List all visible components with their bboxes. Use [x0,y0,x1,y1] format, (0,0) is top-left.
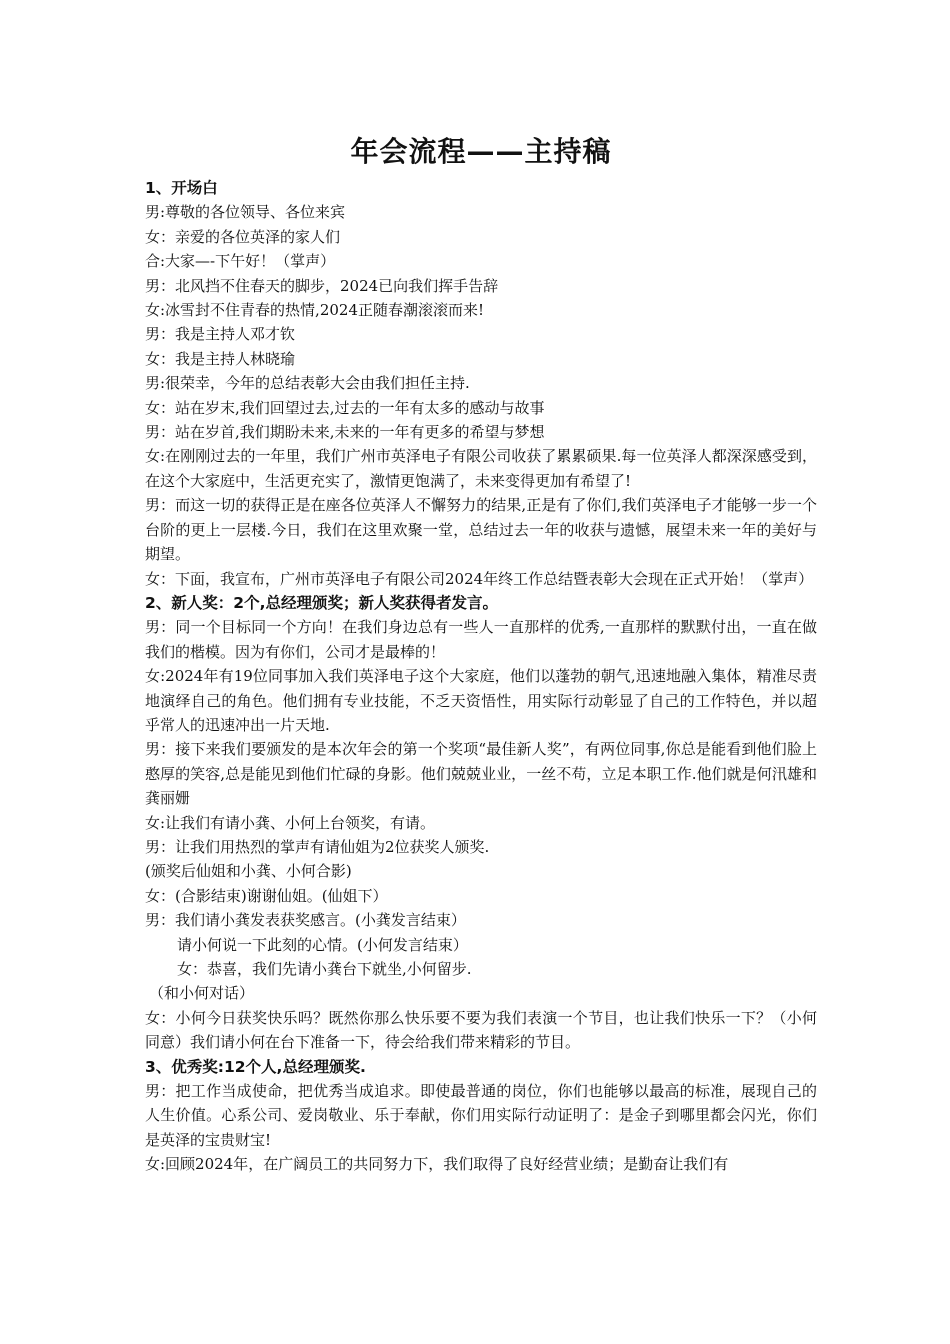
paragraph: 男：站在岁首,我们期盼未来,未来的一年有更多的希望与梦想 [145,423,545,442]
paragraph: 合:大家—-下午好！（掌声） [145,252,336,271]
paragraph: 男:很荣幸，今年的总结表彰大会由我们担任主持. [145,374,470,393]
paragraph: 女：小何今日获奖快乐吗？既然你那么快乐要不要为我们表演一个节目，也让我们快乐一下？（小何同意）我们请小何在台下准备一下，待会给我们带来精彩的节目。 [145,1008,817,1052]
paragraph: 男：我是主持人邓才钦 [145,325,296,344]
paragraph: 男：而这一切的获得正是在座各位英泽人不懈努力的结果,正是有了你们,我们英泽电子才能够一步一个台阶的更上一层楼.今日，我们在这里欢聚一堂，总结过去一年的收获与遗憾，展望未来一年的美好与期望。 [145,496,817,564]
paragraph: 女：亲爱的各位英泽的家人们 [145,227,341,246]
paragraph: 男：把工作当成使命，把优秀当成追求。即使最普通的岗位，你们也能够以最高的标准，展现自己的人生价值。心系公司、爱岗敬业、乐于奉献，你们用实际行动证明了：是金子到哪里都会闪光，你们是英泽的宝贵财宝! [145,1082,817,1149]
page-title: 年会流程——主持稿 [350,135,612,168]
paragraph: 女:2024年有19位同事加入我们英泽电子这个大家庭，他们以蓬勃的朝气,迅速地融入集体，精准尽责地演绎自己的角色。他们拥有专业技能，不乏天资悟性，用实际行动彰显了自己的工作特色，并以超乎常人的迅速冲出一片天地. [145,667,817,734]
paragraph: 女：站在岁末,我们回望过去,过去的一年有太多的感动与故事 [145,398,545,417]
paragraph: 男：让我们用热烈的掌声有请仙姐为2位获奖人颁奖. [145,837,490,856]
paragraph: (颁奖后仙姐和小龚、小何合影) [145,862,352,881]
document-page [145,128,817,1177]
section-heading-new-staff-award: 2、新人奖：2个,总经理颁奖；新人奖获得者发言。 [145,593,498,612]
paragraph: 女：恭喜，我们先请小龚台下就坐,小何留步. [177,960,472,978]
paragraph: （和小何对话） [149,984,255,1003]
paragraph: 女:在刚刚过去的一年里，我们广州市英泽电子有限公司收获了累累硕果.每一位英泽人都深深感受到，在这个大家庭中，生活更充实了，激情更饱满了，未来变得更加有希望了! [145,447,817,490]
paragraph: 男：我们请小龚发表获奖感言。(小龚发言结束） [145,911,466,930]
paragraph: 男：同一个目标同一个方向！在我们身边总有一些人一直那样的优秀,一直那样的默默付出，一直在做我们的楷模。因为有你们，公司才是最棒的！ [145,618,817,661]
paragraph: 男：接下来我们要颁发的是本次年会的第一个奖项“最佳新人奖”，有两位同事,你总是能看到他们脸上憨厚的笑容,总是能见到他们忙碌的身影。他们兢兢业业，一丝不苟，立足本职工作.他们就是何汛雄和龚丽姗 [145,740,817,808]
paragraph: 女：(合影结束)谢谢仙姐。(仙姐下） [145,886,388,905]
section-heading-excellence-award: 3、优秀奖:12个人,总经理颁奖. [145,1057,366,1076]
paragraph: 女:让我们有请小龚、小何上台领奖，有请。 [145,813,436,832]
paragraph: 女:回顾2024年，在广阔员工的共同努力下，我们取得了良好经营业绩；是勤奋让我们有 [145,1155,729,1174]
paragraph: 女:冰雪封不住青春的热情,2024正随春潮滚滚而来! [145,301,485,320]
section-heading-opening: 1、开场白 [145,179,218,197]
paragraph: 女：下面，我宣布，广州市英泽电子有限公司2024年终工作总结暨表彰大会现在正式开始！（掌声） [145,569,814,588]
paragraph: 请小何说一下此刻的心情。(小何发言结束） [177,935,468,954]
paragraph: 男:尊敬的各位领导、各位来宾 [145,203,346,222]
paragraph: 男：北风挡不住春天的脚步，2024已向我们挥手告辞 [145,276,499,295]
paragraph: 女：我是主持人林晓瑜 [145,349,296,368]
